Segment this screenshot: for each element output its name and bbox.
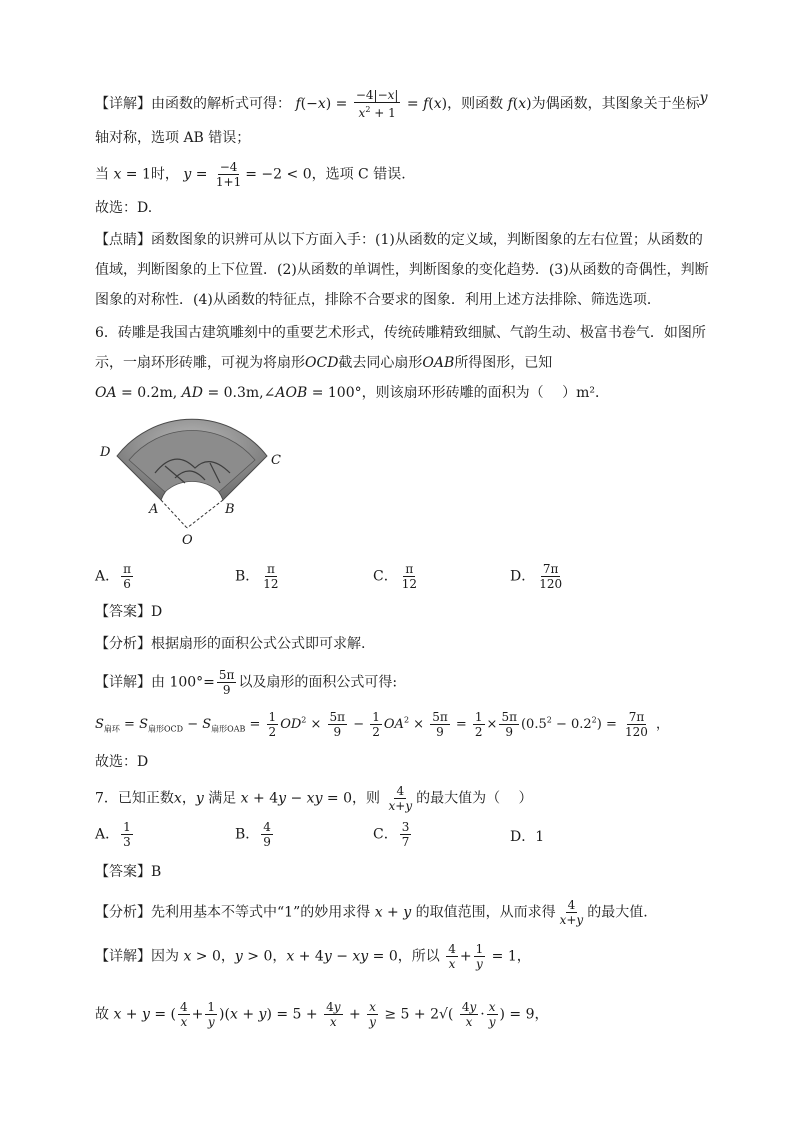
result-neg2: = −2 < 0: [245, 166, 312, 183]
q7-text-2: 满足: [208, 790, 237, 807]
opt-den: 3: [123, 835, 131, 849]
detail-tag: 【详解】: [95, 948, 151, 965]
q7-option-d: [510, 826, 544, 846]
q7-stem: 7．已知正数x，y 满足 x + 4y − xy = 0，则 $\frac{4}{x+y}$ 的最大值为（ ）: [95, 784, 533, 813]
analysis-text-b: 的取值范围，从而求得: [415, 904, 556, 921]
label-b: B: [225, 502, 235, 517]
formula-frac-even: $\frac{-4|-x|}{x^2 + 1}$: [355, 88, 399, 120]
tip-line-2: 值域，判断图象的上下位置．(2)从函数的单调性，判断图象的变化趋势．(3)从函数的奇偶性，判断: [95, 262, 709, 278]
opt-num: 3: [401, 820, 410, 834]
var-y: y: [195, 790, 204, 807]
s-ring: $S_{扇环} = S_{扇形OCD} - S_{扇形OAB}$ =: [95, 717, 265, 734]
q6-option-a: [95, 562, 135, 591]
opt-den: 7: [401, 835, 410, 849]
opt-den: 12: [263, 577, 279, 591]
opt-num: 4: [263, 820, 271, 834]
detail-text-3: 为偶函数，其图象关于坐标: [531, 96, 700, 112]
label-o: O: [182, 533, 193, 548]
frac-5pi9-a: $\frac{5\pi}{9}$: [329, 710, 346, 739]
var-x: x: [173, 790, 182, 807]
q7-equation: x + 4y − xy = 0: [240, 790, 353, 807]
answer-value: D: [151, 604, 163, 620]
opt-frac: [261, 820, 273, 849]
q6-given: OA = 0.2m, AD = 0.3m,∠AOB = 100°: [95, 385, 362, 401]
answer-tag: 【答案】: [95, 604, 151, 620]
q6-option-c: [373, 562, 421, 591]
detail-text-a: 由: [151, 674, 165, 691]
choose-d-2: 故选：D: [95, 754, 149, 770]
opt-letter: B．: [235, 568, 260, 585]
opt-den: 12: [401, 577, 417, 591]
opt-letter: D．: [510, 829, 536, 845]
q6-area-formula: $S_{扇环} = S_{扇形OCD} - S_{扇形OAB}$ = $\frac{1}{2}$ $OD^2$ × $\frac{5\pi}{9}$ − $\frac{1}{2}$ $OA^2$ × $\frac{5\pi}{9}$ = $\frac{1}{2}$ × $\frac{5\pi}{9}$ $(0.5^2 - 0.2^2)$ = $\frac{7\pi}{120}$ ，: [95, 710, 670, 739]
opt-num: π: [266, 562, 275, 576]
analysis-text: 根据扇形的面积公式公式即可求解.: [151, 636, 366, 652]
time-text: 时，: [150, 166, 179, 183]
opt-num: 1: [123, 820, 131, 834]
y-eq: y =: [183, 166, 212, 183]
q6-option-b: [235, 562, 283, 591]
q6-line-2: [95, 353, 552, 373]
label-a: A: [149, 502, 159, 517]
frac-4x: $\frac{4}{x}$: [448, 942, 456, 971]
q6-detail: [95, 668, 397, 697]
sector-oab: OAB: [422, 355, 455, 371]
frac-4-xy-b: $\frac{4}{x+y}$: [559, 898, 584, 927]
frac-1y-b: $\frac{1}{y}$: [207, 1000, 216, 1029]
opt-letter: C．: [373, 568, 398, 585]
label-d: D: [100, 445, 111, 460]
when-text: 当: [95, 166, 109, 183]
frac-5pi9-c: $\frac{5\pi}{9}$: [501, 710, 517, 739]
answer-value: B: [151, 864, 162, 880]
opt-letter: A．: [95, 826, 120, 843]
detail-line-3: [95, 160, 406, 189]
analysis-tag: 【分析】: [95, 636, 151, 652]
dashed-line-bo: [187, 500, 223, 528]
opt-letter: A．: [95, 568, 120, 585]
frac-half: $\frac{1}{2}$: [268, 710, 277, 739]
sector-ocd: OCD: [305, 355, 339, 371]
opt-frac: [261, 562, 280, 591]
frac-5pi9-b: $\frac{5\pi}{9}$: [432, 710, 448, 739]
dashed-line-ao: [161, 500, 187, 528]
eq-f-x: = f(x): [406, 96, 448, 112]
q7-text-3: ，则: [352, 790, 381, 807]
detail-line-2: 轴对称，选项 AB 错误；: [95, 130, 251, 146]
x-plus-y: x + y: [374, 904, 412, 921]
var-y: y: [699, 90, 708, 106]
answer-tag: 【答案】: [95, 864, 151, 880]
q7-option-b: [235, 820, 275, 849]
q7-inequality: 故 x + y = ( $\frac{4}{x}$ + $\frac{1}{y}$ )(x + y) = 5 + $\frac{4y}{x}$ + $\frac{x}{y}$ ≥ 5 + 2√( $\frac{4y}{x}$ · $\frac{x}{y}$ ) = 9，: [95, 1000, 549, 1029]
so-text: 故: [95, 1006, 109, 1023]
opt-den: 6: [123, 577, 131, 591]
analysis-text-c: 的最大值.: [587, 904, 648, 921]
deg-conv: 100°=: [169, 674, 215, 691]
f-x-inline: f(x): [507, 96, 532, 112]
tip-line-3: 图象的对称性．(4)从函数的特征点，排除不合要求的图象．利用上述方法排除、筛选选项．: [95, 292, 661, 308]
q7-option-c: [373, 820, 413, 849]
opt-plain: 1: [535, 829, 545, 845]
frac-x-y: $\frac{x}{y}$: [369, 1000, 376, 1029]
formula-f-minus-x: f: [295, 96, 301, 112]
opt-frac: [121, 820, 133, 849]
frac-4y-x-b: $\frac{4y}{x}$: [461, 1000, 477, 1029]
q7-detail: 【详解】因为 x > 0，y > 0，x + 4y − xy = 0，所以 $\frac{4}{x}$ + $\frac{1}{y}$ = 1，: [95, 942, 531, 971]
analysis-tag: 【分析】: [95, 904, 151, 921]
opt-den: 9: [263, 835, 271, 849]
opt-frac: [121, 562, 133, 591]
opt-frac: [400, 820, 412, 849]
opt-den: 120: [539, 577, 563, 591]
q7-analysis: [95, 898, 648, 927]
opt-letter: B．: [235, 826, 260, 843]
frac-1y: $\frac{1}{y}$: [475, 942, 484, 971]
detail-line-1: [95, 88, 708, 120]
q7-option-a: [95, 820, 135, 849]
q6-analysis: [95, 634, 365, 654]
opt-num: π: [405, 562, 414, 576]
x-equals-1: x = 1: [113, 166, 151, 183]
detail-text-2: ，则函数: [447, 96, 504, 112]
q6-text-a: 示，一扇环形砖雕，可视为将扇形: [95, 355, 305, 371]
q6-text-c: 截去同心扇形: [338, 355, 423, 371]
frac-5pi9: $\frac{5\pi}{9}$: [218, 668, 235, 697]
brick-carving-figure: [95, 418, 295, 548]
detail-text-b: ，所以: [397, 948, 440, 965]
q6-line-1: 6．砖雕是我国古建筑雕刻中的重要艺术形式，传统砖雕精致细腻、气韵生动、极富书卷气．如图所: [95, 325, 706, 341]
opt-frac: [537, 562, 564, 591]
opt-letter: D．: [510, 568, 536, 585]
analysis-text-a: 先利用基本不等式中“1”的妙用求得: [151, 904, 371, 921]
q7-answer: [95, 862, 161, 882]
frac-4-xy: $\frac{4}{x+y}$: [388, 784, 413, 813]
tip-text-1: 函数图象的识辨可从以下方面入手：(1)从函数的定义域，判断图象的左右位置；从函数的: [151, 232, 703, 248]
q6-option-d: [510, 562, 566, 591]
frac-neg4: $\frac{-4}{1+1}$: [215, 160, 242, 189]
detail-tag: 【详解】: [95, 96, 151, 112]
opt-letter: C．: [373, 826, 398, 843]
frac-half-c: $\frac{1}{2}$: [474, 710, 483, 739]
q6-question: ，则该扇环形砖雕的面积为（ ）m²．: [361, 385, 609, 401]
opt-num: 7π: [542, 562, 559, 576]
frac-4x-b: $\frac{4}{x}$: [180, 1000, 188, 1029]
frac-half-b: $\frac{1}{2}$: [372, 710, 380, 739]
q6-text-e: 所得图形，已知: [454, 355, 553, 371]
opt-frac: [400, 562, 419, 591]
label-c: C: [271, 453, 281, 468]
paren: (−x) =: [300, 96, 352, 112]
detail-text: 由函数的解析式可得：: [151, 96, 291, 112]
q7-text-4: 的最大值为（ ）: [416, 790, 533, 807]
frac-4y-x: $\frac{4y}{x}$: [326, 1000, 341, 1029]
detail-text-a: 因为: [151, 948, 179, 965]
opt-num: π: [123, 562, 132, 576]
q6-answer: [95, 602, 162, 622]
detail-tag: 【详解】: [95, 674, 151, 691]
choose-d-1: 故选：D.: [95, 200, 153, 216]
tip-tag: 【点睛】: [95, 232, 151, 248]
ineq-chain: x + y = (: [113, 1006, 177, 1023]
q7-text-1: 7．已知正数: [95, 790, 174, 807]
detail-text-b: 以及扇形的面积公式可得:: [238, 674, 398, 691]
q6-line-3: [95, 383, 609, 403]
tip-line-1: [95, 230, 703, 250]
frac-7pi120: $\frac{7\pi}{120}$: [625, 710, 648, 739]
conditions: x > 0，y > 0，x + 4y − xy = 0: [183, 948, 398, 965]
option-c-wrong: ，选项 C 错误.: [311, 166, 406, 183]
frac-x-y-b: $\frac{x}{y}$: [488, 1000, 496, 1029]
